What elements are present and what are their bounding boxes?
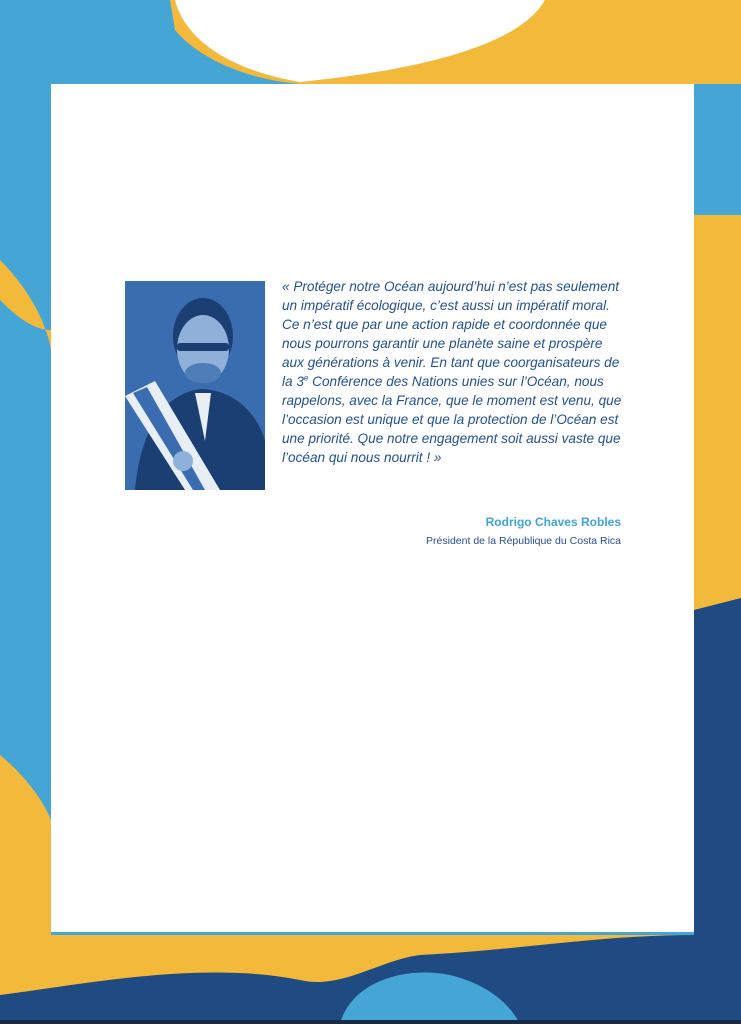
author-name: Rodrigo Chaves Robles [485, 515, 621, 529]
quote-part2: Conférence des Nations unies sur l’Océan, nous rappelons, avec la France, que le moment est venu, que l’occasion est unique et que la protection de l’Océan est une priorité. Que notre engagement soit aussi vaste que l’océan qui nous nourrit ! » [282, 374, 622, 465]
quote-superscript: e [303, 373, 309, 383]
quote-text [282, 277, 627, 467]
author-title: Président de la République du Costa Rica [426, 535, 621, 547]
quote-part1: « Protéger notre Océan aujourd’hui n’est pas seulement un impératif écologique, c’est aussi un impératif moral. Ce n’est que par une action rapide et coordonnée que nous pourrons garantir une planète saine et prospère aux générations à venir. En tant que coorganisateurs de la 3 [282, 279, 620, 389]
content-panel [51, 84, 694, 932]
portrait-photo [125, 281, 265, 490]
bg-yellow-right [694, 215, 741, 610]
bg-bottom-edge [0, 1020, 741, 1024]
